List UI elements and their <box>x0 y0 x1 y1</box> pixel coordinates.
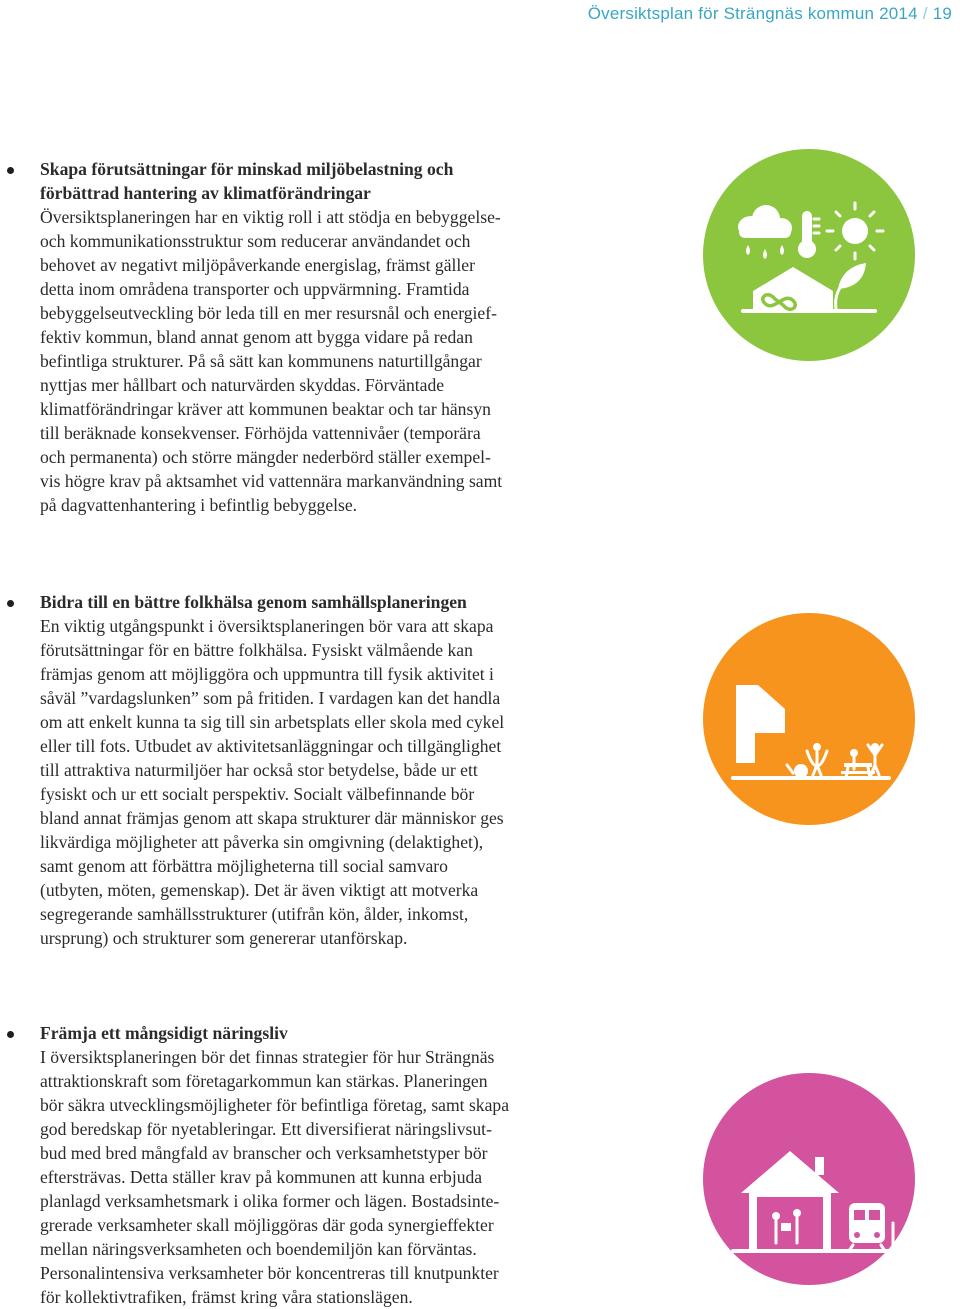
body-line: eftersträvas. Detta ställer krav på kommunen att kunna erbjuda <box>40 1167 483 1187</box>
title-line: Skapa förutsättningar för minskad miljöbelastning och <box>40 159 454 179</box>
body-line: till attraktiva naturmiljöer har också stor betydelse, både ur ett <box>40 760 478 780</box>
body-line: god beredskap för nyetableringar. Ett diversifierat näringslivsut- <box>40 1119 492 1139</box>
section-title <box>40 590 575 614</box>
body-line: och kommunikationsstruktur som reducerar användandet och <box>40 231 471 251</box>
title-line: Bidra till en bättre folkhälsa genom samhällsplaneringen <box>40 592 467 612</box>
body-line: detta inom områdena transporter och uppvärmning. Framtida <box>40 279 470 299</box>
body-line: klimatförändringar kräver att kommunen beaktar och tar hänsyn <box>40 399 491 419</box>
body-line: såväl ”vardagslunken” som på fritiden. I vardagen kan det handla <box>40 688 501 708</box>
section-body <box>40 1045 575 1309</box>
body-line: Översiktsplaneringen har en viktig roll i att stödja en bebyggelse- <box>40 207 501 227</box>
section-body <box>40 614 575 950</box>
body-line: fektiv kommun, bland annat genom att bygga vidare på redan <box>40 327 473 347</box>
section-body <box>40 205 575 517</box>
body-line: till beräknade konsekvenser. Förhöjda vattennivåer (temporära <box>40 423 481 443</box>
body-line: mellan näringsverksamheten och boendemiljön kan förväntas. <box>40 1239 477 1259</box>
bullet <box>7 1031 14 1038</box>
body-line: planlagd verksamhetsmark i olika former och lägen. Bostadsinte- <box>40 1191 500 1211</box>
document-title: Översiktsplan för Strängnäs kommun 2014 <box>587 4 918 23</box>
body-line: attraktionskraft som företagarkommun kan stärkas. Planeringen <box>40 1071 488 1091</box>
page-header <box>588 4 952 24</box>
public-health-icon-graphic <box>703 613 915 825</box>
title-line: Främja ett mångsidigt näringsliv <box>40 1023 288 1043</box>
body-line: eller till fots. Utbudet av aktivitetsanläggningar och tillgänglighet <box>40 736 502 756</box>
body-line: likvärdiga möjligheter att påverka sin omgivning (delaktighet), <box>40 832 484 852</box>
bullet <box>7 600 14 607</box>
body-line: för kollektivtrafiken, främst kring våra stationslägen. <box>40 1287 413 1307</box>
section-text <box>40 157 575 517</box>
body-line: ursprung) och strukturer som genererar utanförskap. <box>40 928 408 948</box>
bullet <box>7 167 14 174</box>
body-line: bebyggelseutveckling bör leda till en mer resursnål och energief- <box>40 303 497 323</box>
body-line: främjas genom att möjliggöra och uppmuntra till fysik aktivitet i <box>40 664 494 684</box>
climate-icon <box>703 149 915 361</box>
title-line: förbättrad hantering av klimatförändringar <box>40 183 371 203</box>
body-line: bud med bred mångfald av branscher och verksamhetstyper bör <box>40 1143 488 1163</box>
body-line: förutsättningar för en bättre folkhälsa. Fysiskt välmående kan <box>40 640 473 660</box>
body-line: fysiskt och ur ett socialt perspektiv. Socialt välbefinnande bör <box>40 784 475 804</box>
body-line: befintliga strukturer. På så sätt kan kommunens naturtillgångar <box>40 351 482 371</box>
section-text <box>40 1021 575 1309</box>
business-icon-graphic <box>703 1073 915 1285</box>
body-line: bör säkra utvecklingsmöjligheter för befintliga företag, samt skapa <box>40 1095 510 1115</box>
business-icon <box>703 1073 915 1285</box>
body-line: segregerande samhällsstrukturer (utifrån kön, ålder, inkomst, <box>40 904 469 924</box>
body-line: (utbyten, möten, gemenskap). Det är även viktigt att motverka <box>40 880 479 900</box>
section-title <box>40 1021 575 1045</box>
body-line: En viktig utgångspunkt i översiktsplaneringen bör vara att skapa <box>40 616 494 636</box>
body-line: behovet av negativt miljöpåverkande energislag, främst gäller <box>40 255 475 275</box>
section-title <box>40 157 575 205</box>
body-line: grerade verksamheter skall möjliggöras där goda synergieffekter <box>40 1215 494 1235</box>
page-number: 19 <box>932 4 952 23</box>
section-text <box>40 590 575 950</box>
body-line: nyttjas mer hållbart och naturvärden skyddas. Förväntade <box>40 375 445 395</box>
body-line: bland annat främjas genom att skapa strukturer där människor ges <box>40 808 504 828</box>
body-line: I översiktsplaneringen bör det finnas strategier för hur Strängnäs <box>40 1047 495 1067</box>
body-line: och permanenta) och större mängder nederbörd ställer exempel- <box>40 447 491 467</box>
body-line: samt genom att förbättra möjligheterna till social samvaro <box>40 856 448 876</box>
body-line: vis högre krav på aktsamhet vid vattennära markanvändning samt <box>40 471 503 491</box>
header-separator: / <box>922 4 928 23</box>
body-line: på dagvattenhantering i befintlig bebyggelse. <box>40 495 358 515</box>
body-line: om att enkelt kunna ta sig till sin arbetsplats eller skola med cykel <box>40 712 505 732</box>
climate-icon-graphic <box>703 149 915 361</box>
body-line: Personalintensiva verksamheter bör koncentreras till knutpunkter <box>40 1263 499 1283</box>
public-health-icon <box>703 613 915 825</box>
